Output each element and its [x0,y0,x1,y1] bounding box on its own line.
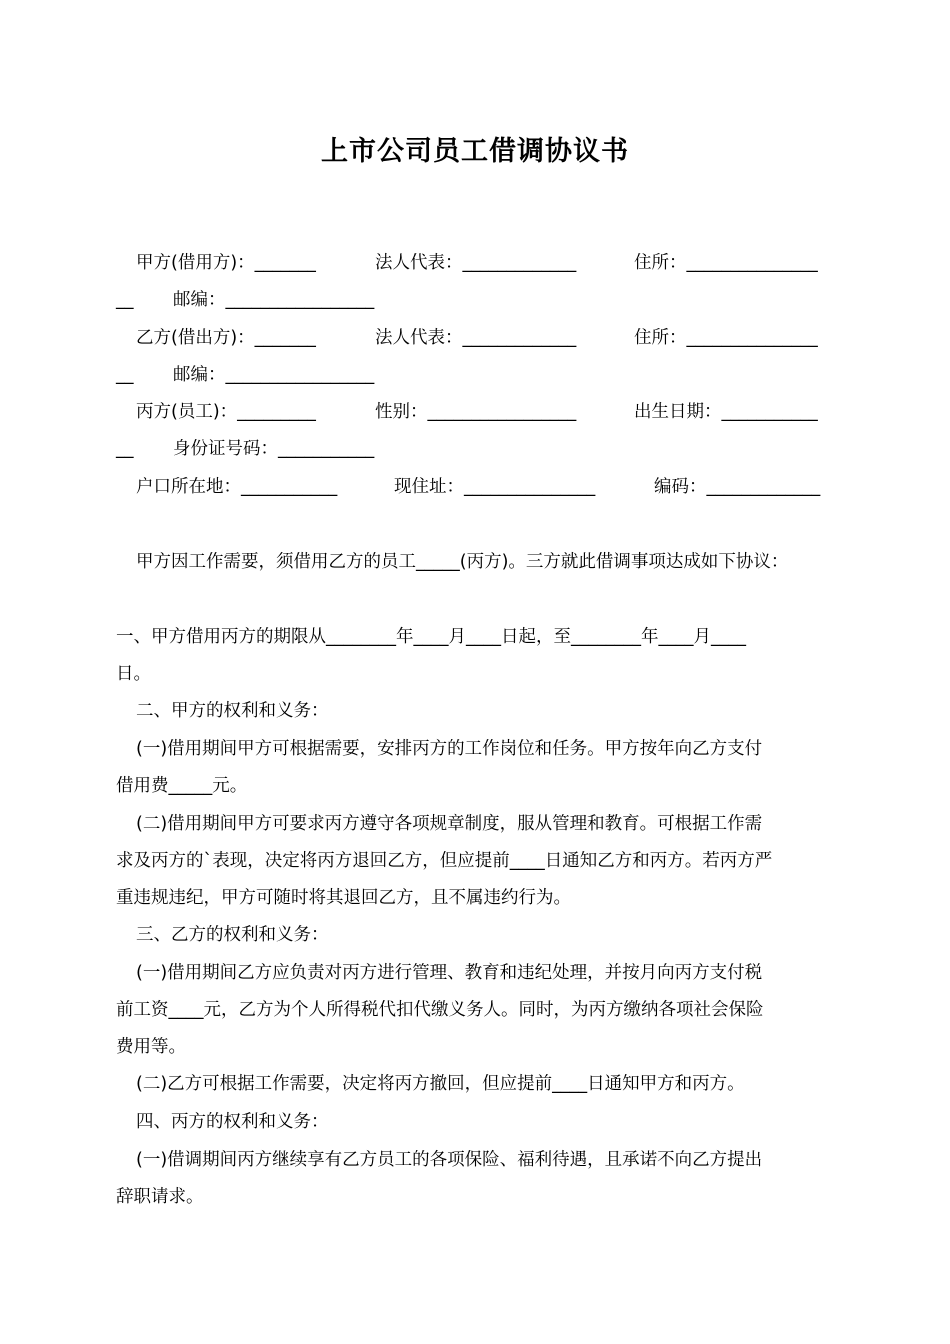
clause-line [116,1185,836,1257]
party-a-address-wrap: __ [116,290,134,310]
postal-code: 编码：_____________ [654,477,821,497]
clause-text: 辞职请求。 [116,1187,204,1207]
party-c-name: 丙方(员工)：_________ [136,402,316,422]
clause-text: 借用费_____元。 [116,776,248,796]
party-c-id-number: 身份证号码：___________ [173,439,375,459]
party-a-address: 住所：_______________ [634,253,818,273]
party-c-gender: 性别：_________________ [375,402,577,422]
clause-text: (一)借用期间甲方可根据需要，安排丙方的工作岗位和任务。甲方按年向乙方支付 [136,739,763,759]
party-a-zip: 邮编：_________________ [173,290,375,310]
party-a-name: 甲方(借用方)：_______ [136,253,316,273]
party-c-birthdate-wrap: __ [116,439,134,459]
hukou-location: 户口所在地：___________ [136,477,338,497]
clause-text: 费用等。 [116,1037,186,1057]
clause-text: (一)借调期间丙方继续享有乙方员工的各项保险、福利待遇，且承诺不向乙方提出 [136,1150,763,1170]
clause-text: (二)借用期间甲方可要求丙方遵守各项规章制度，服从管理和教育。可根据工作需 [136,814,763,834]
clause-text: 日。 [116,664,151,684]
party-b-address-wrap: __ [116,365,134,385]
clause-heading: 二、甲方的权利和义务： [136,701,329,721]
party-a-representative: 法人代表：_____________ [375,253,577,273]
clause-text: 求及丙方的`表现，决定将丙方退回乙方，但应提前____日通知乙方和丙方。若丙方严 [116,851,773,871]
clause-text: 一、甲方借用丙方的期限从________年____月____日起，至________年____月____ [116,627,746,647]
clause-text: 重违规违纪，甲方可随时将其退回乙方，且不属违约行为。 [116,888,571,908]
document-title: 上市公司员工借调协议书 [321,136,629,167]
party-b-name: 乙方(借出方)：_______ [136,328,316,348]
current-address: 现住址：_______________ [394,477,596,497]
intro-text: 甲方因工作需要，须借用乙方的员工_____(丙方)。三方就此借调事项达成如下协议： [136,552,789,572]
party-b-zip: 邮编：_________________ [173,365,375,385]
clause-text: 前工资____元，乙方为个人所得税代扣代缴义务人。同时，为丙方缴纳各项社会保险 [116,1000,764,1020]
intro-paragraph [116,550,836,622]
party-c-birthdate: 出生日期：___________ [634,402,818,422]
clause-heading: 四、丙方的权利和义务： [136,1112,329,1132]
clause-heading: 三、乙方的权利和义务： [136,925,329,945]
clause-text: (一)借用期间乙方应负责对丙方进行管理、教育和违纪处理，并按月向丙方支付税 [136,963,763,983]
clause-text: (二)乙方可根据工作需要，决定将丙方撤回，但应提前____日通知甲方和丙方。 [136,1074,745,1094]
party-b-address: 住所：_______________ [634,328,818,348]
party-b-representative: 法人代表：_____________ [375,328,577,348]
